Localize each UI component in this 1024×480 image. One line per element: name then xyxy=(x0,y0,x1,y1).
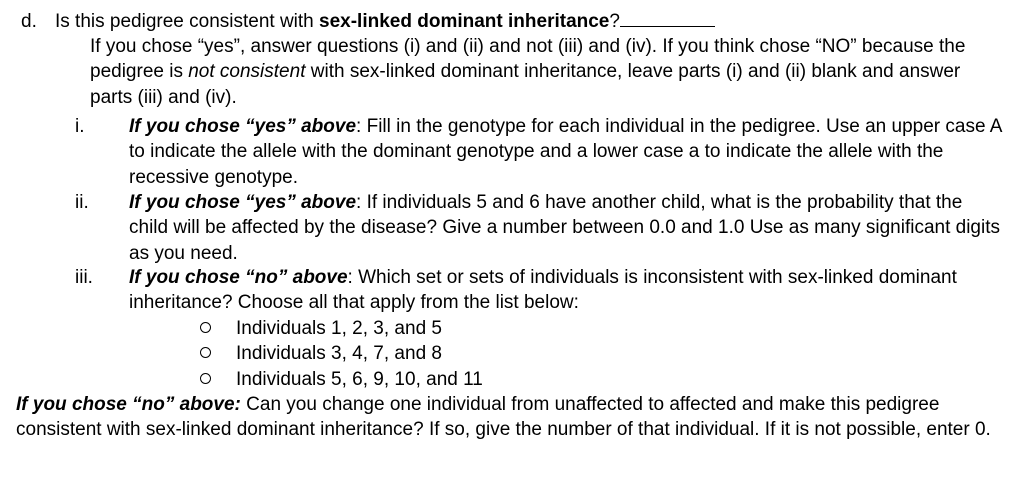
instructions xyxy=(90,34,1000,110)
instructions-italic: not consistent xyxy=(188,61,306,83)
question-emphasis: sex-linked dominant inheritance xyxy=(319,11,610,32)
sub-question-i xyxy=(75,114,1005,190)
sub-question-iii-lead: If you chose “no” above xyxy=(129,267,348,288)
sub-question-iii-body: : Which set or sets of individuals is inconsistent with sex-linked dominant inheritance? Choose all that apply from the list below: xyxy=(129,267,957,314)
question-prefix: Is this pedigree consistent with xyxy=(55,11,320,32)
option-item[interactable] xyxy=(200,341,483,366)
radio-circle-icon[interactable] xyxy=(200,373,211,384)
option-label: Individuals 5, 6, 9, 10, and 11 xyxy=(236,368,483,390)
sub-question-ii-text xyxy=(129,190,1005,266)
answer-blank[interactable] xyxy=(620,8,715,27)
option-label: Individuals 1, 2, 3, and 5 xyxy=(236,318,442,339)
final-question-body: Can you change one individual from unaffected to affected and make this pedigree consistent with sex-linked dominant inheritance? If so, give the number of that individual. If it is not possible, enter 0. xyxy=(16,394,991,441)
sub-question-i-body: : Fill in the genotype for each individual in the pedigree. Use an upper case A to indicate the allele with the dominant genotype and a lower case a to indicate the allele with the recessive genotype. xyxy=(129,116,1002,188)
final-question-lead: If you chose “no” above: xyxy=(16,394,241,415)
question-letter: d. xyxy=(21,11,37,32)
sub-question-i-text xyxy=(129,114,1005,190)
final-question xyxy=(16,392,1006,443)
option-label: Individuals 3, 4, 7, and 8 xyxy=(236,343,442,365)
sub-question-iii xyxy=(75,265,1005,316)
sub-question-ii-lead: If you chose “yes” above xyxy=(129,192,357,213)
radio-circle-icon[interactable] xyxy=(200,322,211,333)
option-list xyxy=(200,316,483,392)
radio-circle-icon[interactable] xyxy=(200,347,211,358)
question-heading xyxy=(21,8,715,34)
sub-question-ii-body: : If individuals 5 and 6 have another child, what is the probability that the child will be affected by the disease? Give a number between 0.0 and 1.0 Use as many significant digits as you need. xyxy=(129,192,1000,264)
numeral-iii: iii. xyxy=(75,267,93,288)
instructions-part2: with sex-linked dominant inheritance, leave parts (i) and (ii) blank and answer parts (iii) and (iv). xyxy=(90,61,961,108)
option-item[interactable] xyxy=(200,367,483,392)
sub-question-i-lead: If you chose “yes” above xyxy=(129,116,357,137)
numeral-i: i. xyxy=(75,116,85,137)
instructions-part1: If you chose “yes”, answer questions (i) and (ii) and not (iii) and (iv). If you think chose “NO” because the pedigree is xyxy=(90,36,966,83)
sub-question-ii xyxy=(75,190,1005,266)
option-item[interactable] xyxy=(200,316,483,341)
question-suffix: ? xyxy=(609,11,620,32)
sub-question-iii-text xyxy=(129,265,1005,316)
numeral-ii: ii. xyxy=(75,192,89,213)
